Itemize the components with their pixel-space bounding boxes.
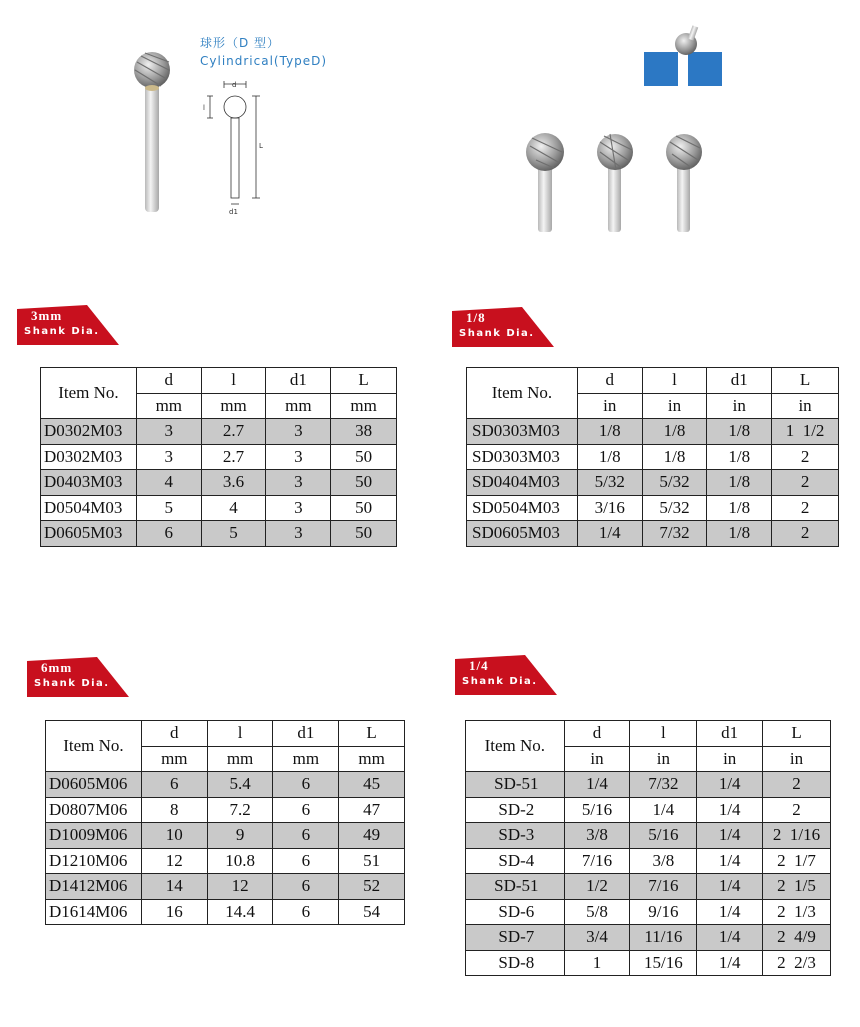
cell: 6: [273, 848, 339, 874]
cell: 1/8: [707, 444, 772, 470]
header-unit: in: [707, 393, 772, 419]
cell: 2 1/3: [763, 899, 831, 925]
cell: 9/16: [630, 899, 697, 925]
cell: 10: [141, 823, 207, 849]
cell: 3: [136, 419, 201, 445]
header-col: L: [772, 368, 839, 394]
cell: 5: [201, 521, 266, 547]
table-row: [466, 874, 831, 900]
cell-item-no: SD-6: [466, 899, 565, 925]
cutting-illustration: [640, 22, 730, 90]
header-col: L: [763, 721, 831, 747]
header-col: d1: [697, 721, 763, 747]
dim-label-d1: d1: [229, 208, 238, 216]
header-unit: in: [697, 746, 763, 772]
cell: 47: [339, 797, 405, 823]
cell-item-no: SD-51: [466, 772, 565, 798]
spec-table-3mm: [40, 367, 397, 547]
shank-tag-title: 6mm: [41, 660, 73, 675]
cell: 3: [266, 521, 331, 547]
table-row: [466, 823, 831, 849]
cell: 1/4: [697, 797, 763, 823]
header-col: d1: [266, 368, 331, 394]
cell-item-no: SD0303M03: [467, 419, 578, 445]
cell: 3: [266, 470, 331, 496]
cell: 2 1/5: [763, 874, 831, 900]
header-col: d: [141, 721, 207, 747]
header-col: d: [136, 368, 201, 394]
cell: 2 1/16: [763, 823, 831, 849]
cell: 6: [273, 874, 339, 900]
cell-item-no: D0302M03: [41, 419, 137, 445]
cell: 5/16: [564, 797, 630, 823]
shank-tag-1-4: [455, 655, 555, 695]
cell-item-no: SD0404M03: [467, 470, 578, 496]
cell: 3: [266, 444, 331, 470]
cell: 1/4: [697, 772, 763, 798]
header-col: l: [201, 368, 266, 394]
cell: 14.4: [207, 899, 273, 925]
table-row: [466, 950, 831, 976]
cell-item-no: D1614M06: [46, 899, 142, 925]
shank-tag-subtitle: Shank Dia.: [462, 676, 538, 687]
dim-label-d: d: [232, 81, 237, 89]
cell: 3/8: [630, 848, 697, 874]
cell: 2.7: [201, 444, 266, 470]
cell-item-no: SD-51: [466, 874, 565, 900]
header-unit: mm: [339, 746, 405, 772]
header-col: d1: [707, 368, 772, 394]
cell: 1/8: [707, 419, 772, 445]
cell: 16: [141, 899, 207, 925]
cell-item-no: SD-7: [466, 925, 565, 951]
spec-table-6mm: [45, 720, 405, 925]
cell: 2: [772, 444, 839, 470]
cell: 1/4: [697, 925, 763, 951]
cell: 7/16: [564, 848, 630, 874]
spec-table-1-8: [466, 367, 839, 547]
cell: 1/4: [697, 848, 763, 874]
header-unit: mm: [136, 393, 201, 419]
header-unit: mm: [207, 746, 273, 772]
cell: 3: [266, 495, 331, 521]
header-unit: mm: [273, 746, 339, 772]
cell: 5/32: [642, 470, 707, 496]
table-row: [466, 925, 831, 951]
cell: 14: [141, 874, 207, 900]
cell: 3: [266, 419, 331, 445]
cell: 2: [763, 772, 831, 798]
header-unit: in: [763, 746, 831, 772]
cell: 1/4: [630, 797, 697, 823]
cell-item-no: SD-3: [466, 823, 565, 849]
header-unit: mm: [141, 746, 207, 772]
header-unit: in: [642, 393, 707, 419]
header-unit: in: [630, 746, 697, 772]
cell-item-no: SD-8: [466, 950, 565, 976]
table-row: [46, 848, 405, 874]
product-photo-single-burr: [125, 48, 185, 218]
cell: 1 1/2: [772, 419, 839, 445]
cell: 49: [339, 823, 405, 849]
cell: 7/16: [630, 874, 697, 900]
cell: 1/4: [697, 899, 763, 925]
table-row: [467, 521, 839, 547]
table-row: [467, 495, 839, 521]
cell: 1/8: [642, 419, 707, 445]
header-col: L: [339, 721, 405, 747]
cell: 1/8: [707, 470, 772, 496]
table-row: [41, 419, 397, 445]
cell: 1/8: [707, 521, 772, 547]
header-item-no: Item No.: [466, 721, 565, 772]
table-row: [41, 470, 397, 496]
table-row: [46, 874, 405, 900]
cell: 6: [273, 772, 339, 798]
header-col: d1: [273, 721, 339, 747]
shank-tag-title: 1/8: [466, 310, 486, 325]
cell-item-no: D0605M03: [41, 521, 137, 547]
cell: 5: [136, 495, 201, 521]
cell: 54: [339, 899, 405, 925]
table-row: [46, 797, 405, 823]
table-row: [466, 797, 831, 823]
header-col: d: [564, 721, 630, 747]
cell: 7/32: [642, 521, 707, 547]
header-unit: in: [772, 393, 839, 419]
cell: 1/8: [577, 444, 642, 470]
cell: 2 1/7: [763, 848, 831, 874]
cell: 6: [141, 772, 207, 798]
cell-item-no: SD0303M03: [467, 444, 578, 470]
cell: 2.7: [201, 419, 266, 445]
dim-label-L: L: [259, 142, 263, 150]
cell: 5/32: [642, 495, 707, 521]
shank-tag-title: 1/4: [469, 658, 489, 673]
cell: 1/4: [577, 521, 642, 547]
header-unit: mm: [266, 393, 331, 419]
header-col: L: [331, 368, 397, 394]
cell: 3.6: [201, 470, 266, 496]
cell: 7/32: [630, 772, 697, 798]
cell: 11/16: [630, 925, 697, 951]
cell-item-no: D0807M06: [46, 797, 142, 823]
cell: 50: [331, 444, 397, 470]
cell: 4: [201, 495, 266, 521]
cell: 38: [331, 419, 397, 445]
header-item-no: Item No.: [46, 721, 142, 772]
cell: 52: [339, 874, 405, 900]
cell: 2 4/9: [763, 925, 831, 951]
shank-tag-3mm: [17, 305, 117, 345]
cell: 50: [331, 495, 397, 521]
table-row: [467, 419, 839, 445]
cell: 5.4: [207, 772, 273, 798]
dim-label-l: l: [203, 104, 205, 112]
cell: 3/4: [564, 925, 630, 951]
cell: 45: [339, 772, 405, 798]
cell-item-no: D0302M03: [41, 444, 137, 470]
shank-tag-title: 3mm: [31, 308, 63, 323]
header-item-no: Item No.: [41, 368, 137, 419]
cell: 4: [136, 470, 201, 496]
header-unit: in: [564, 746, 630, 772]
cell: 9: [207, 823, 273, 849]
type-label-chinese: 球形（D 型）: [200, 36, 281, 50]
cell: 5/8: [564, 899, 630, 925]
cell: 6: [273, 823, 339, 849]
cell-item-no: SD0504M03: [467, 495, 578, 521]
cell: 2: [772, 495, 839, 521]
cell: 6: [273, 899, 339, 925]
type-label-english: Cylindrical(TypeD): [200, 54, 328, 68]
cell: 12: [207, 874, 273, 900]
cell: 1/8: [577, 419, 642, 445]
cell: 1/8: [642, 444, 707, 470]
cell-item-no: D0403M03: [41, 470, 137, 496]
shank-tag-subtitle: Shank Dia.: [24, 326, 100, 337]
cell: 1/4: [697, 874, 763, 900]
shank-tag-6mm: [27, 657, 127, 697]
table-row: [466, 899, 831, 925]
table-row: [467, 470, 839, 496]
cell: 7.2: [207, 797, 273, 823]
header-unit: mm: [201, 393, 266, 419]
table-row: [467, 444, 839, 470]
header-item-no: Item No.: [467, 368, 578, 419]
header-col: d: [577, 368, 642, 394]
cell-item-no: SD0605M03: [467, 521, 578, 547]
cell: 10.8: [207, 848, 273, 874]
cell: 2: [772, 521, 839, 547]
product-photo-three-burrs: [520, 130, 710, 235]
cell: 1/2: [564, 874, 630, 900]
cell: 8: [141, 797, 207, 823]
header-unit: mm: [331, 393, 397, 419]
spec-table-1-4: [465, 720, 831, 976]
cell: 50: [331, 521, 397, 547]
cell: 50: [331, 470, 397, 496]
cell: 2 2/3: [763, 950, 831, 976]
dimension-diagram: [200, 78, 270, 220]
cell: 15/16: [630, 950, 697, 976]
cell: 5/16: [630, 823, 697, 849]
cell: 5/32: [577, 470, 642, 496]
table-row: [46, 823, 405, 849]
shank-tag-subtitle: Shank Dia.: [459, 328, 535, 339]
cell-item-no: D1210M06: [46, 848, 142, 874]
header-col: l: [630, 721, 697, 747]
table-row: [46, 772, 405, 798]
shank-tag-subtitle: Shank Dia.: [34, 678, 110, 689]
cell-item-no: SD-2: [466, 797, 565, 823]
cell-item-no: SD-4: [466, 848, 565, 874]
cell-item-no: D0504M03: [41, 495, 137, 521]
shank-tag-1-8: [452, 307, 552, 347]
cell: 51: [339, 848, 405, 874]
cell-item-no: D1412M06: [46, 874, 142, 900]
cell: 2: [763, 797, 831, 823]
cell: 3: [136, 444, 201, 470]
cell: 1: [564, 950, 630, 976]
cell: 6: [273, 797, 339, 823]
cell-item-no: D1009M06: [46, 823, 142, 849]
header-col: l: [207, 721, 273, 747]
table-row: [41, 444, 397, 470]
cell: 6: [136, 521, 201, 547]
cell: 1/4: [697, 950, 763, 976]
table-row: [466, 848, 831, 874]
table-row: [41, 521, 397, 547]
cell: 1/4: [564, 772, 630, 798]
cell: 3/16: [577, 495, 642, 521]
header-col: l: [642, 368, 707, 394]
cell: 2: [772, 470, 839, 496]
cell-item-no: D0605M06: [46, 772, 142, 798]
table-row: [46, 899, 405, 925]
cell: 3/8: [564, 823, 630, 849]
table-row: [466, 772, 831, 798]
header-unit: in: [577, 393, 642, 419]
cell: 12: [141, 848, 207, 874]
table-row: [41, 495, 397, 521]
cell: 1/4: [697, 823, 763, 849]
cell: 1/8: [707, 495, 772, 521]
